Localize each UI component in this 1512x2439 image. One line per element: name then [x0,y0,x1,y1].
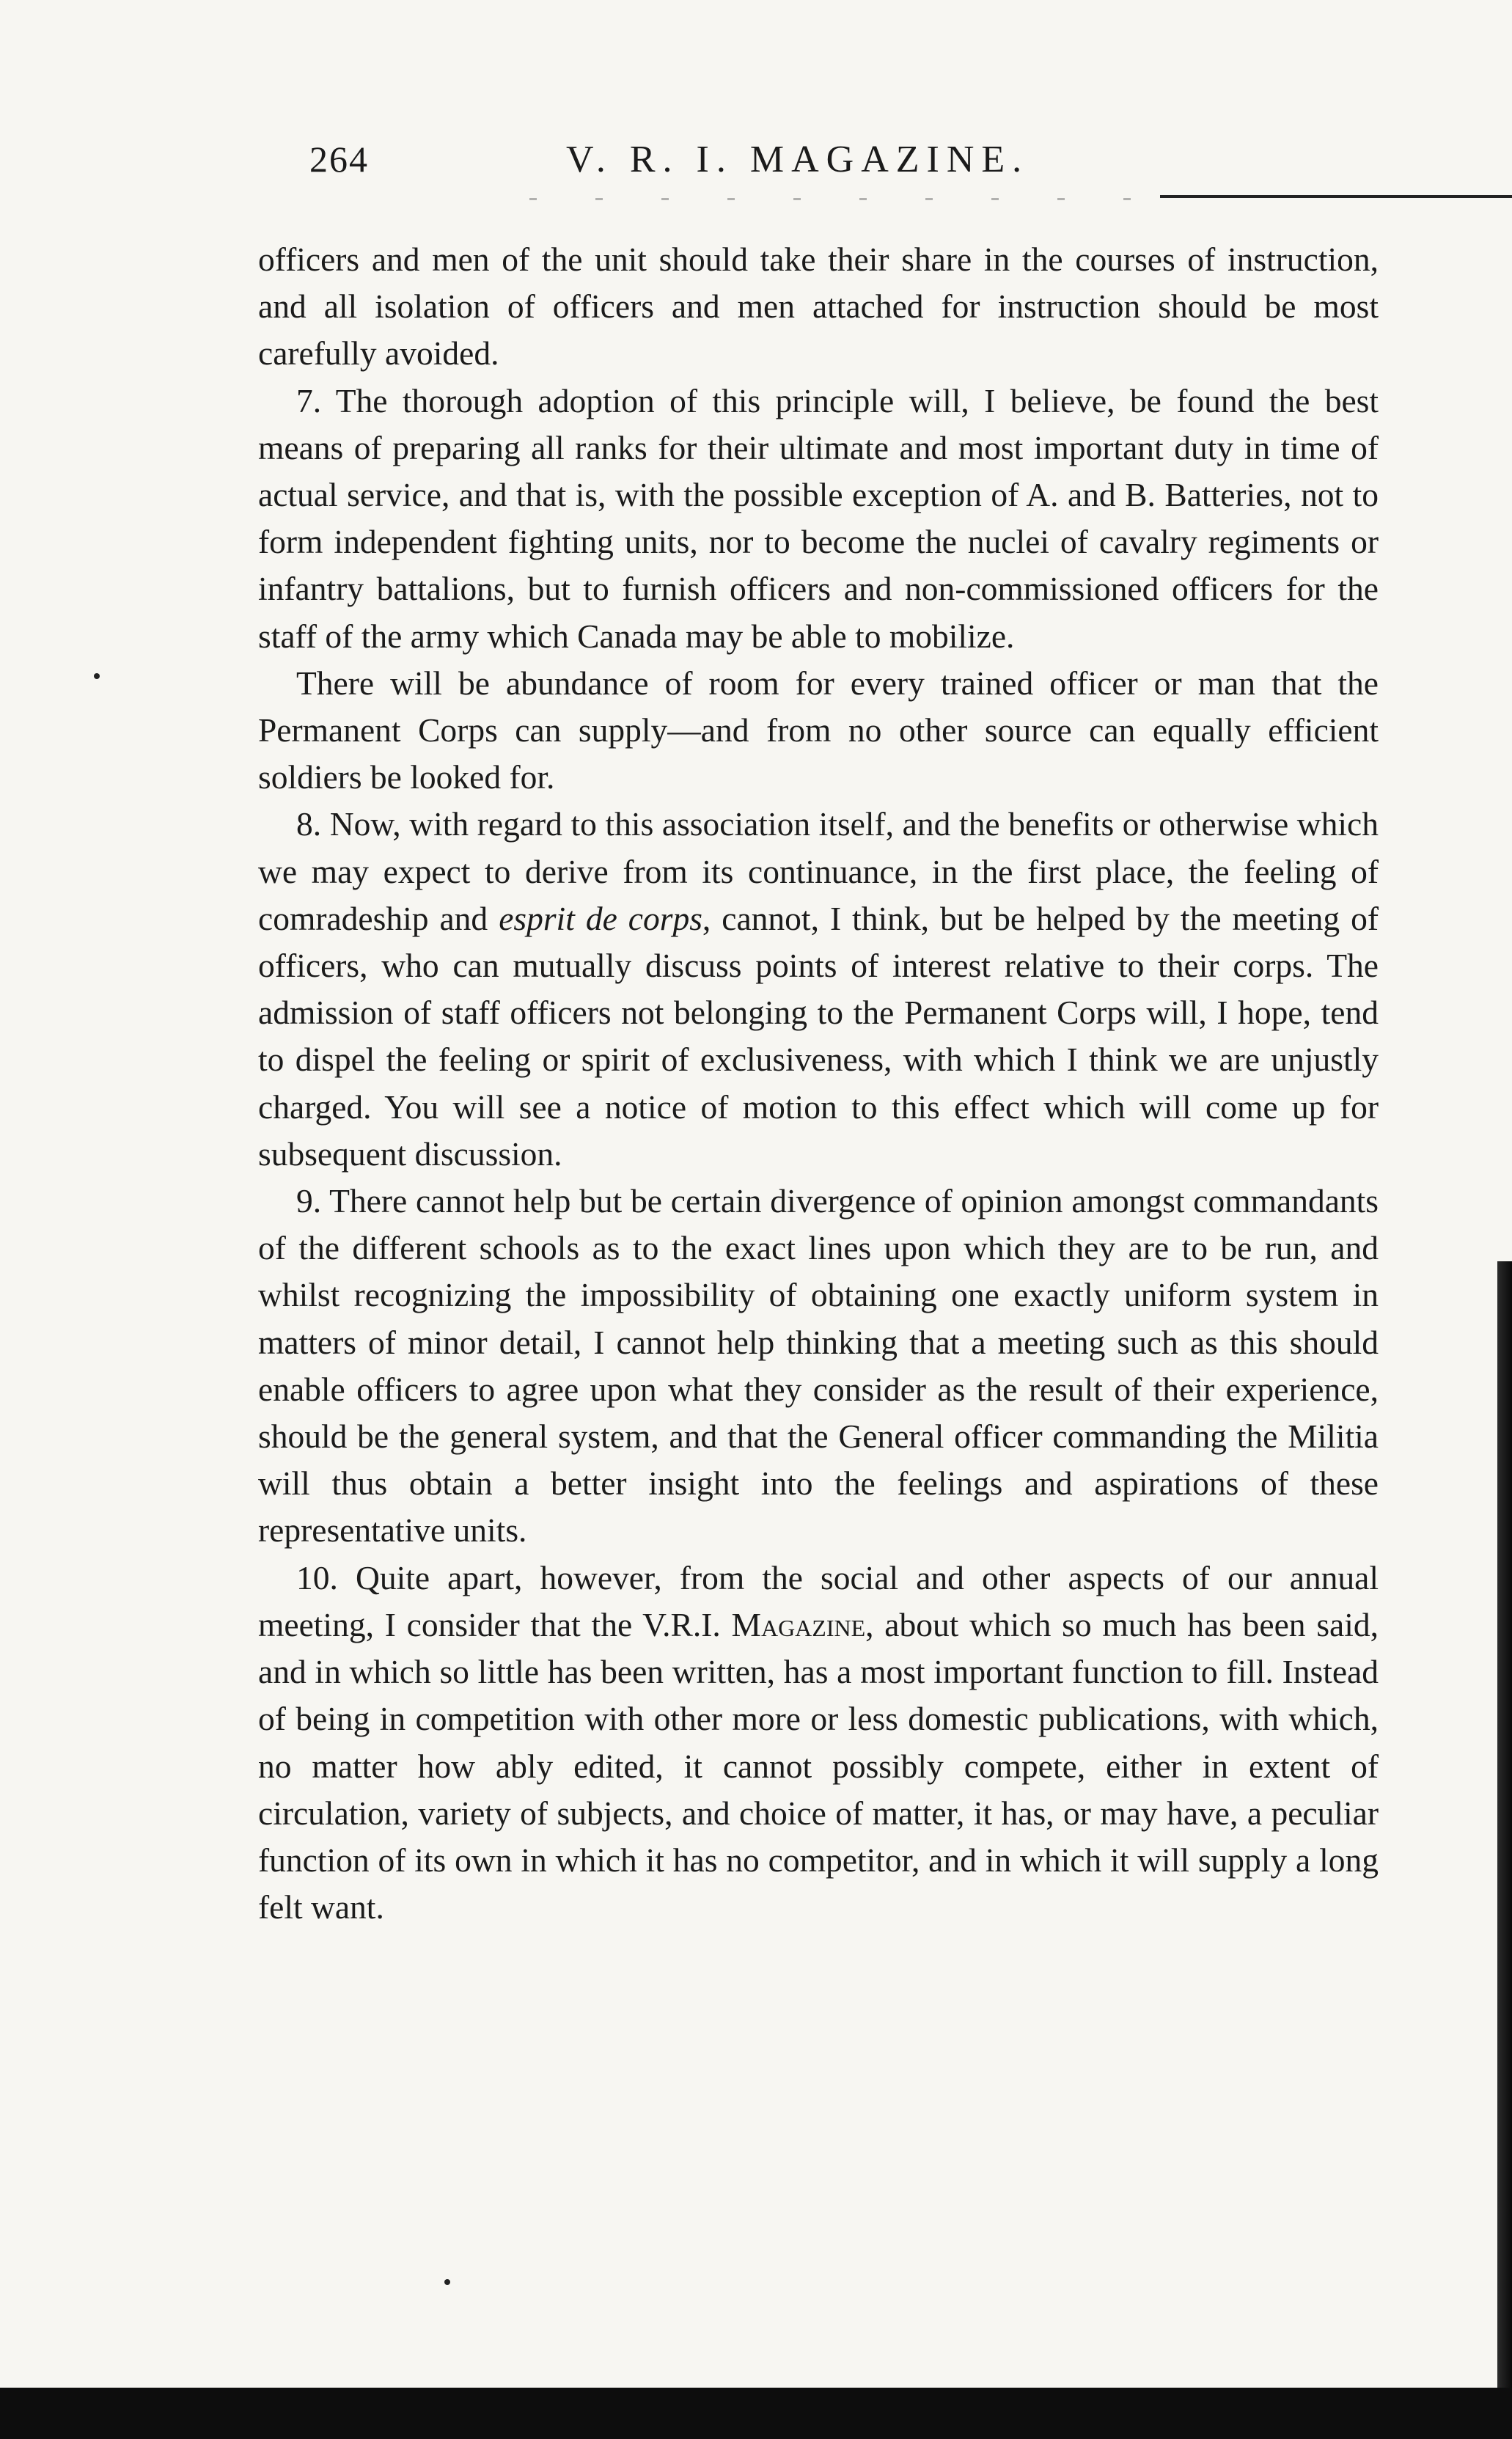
body-text [258,236,1379,1931]
esprit-de-corps-italic: esprit de corps [499,899,702,937]
page-header [258,131,1387,197]
paragraph-continuation: officers and men of the unit should take their share in the courses of instruction, and all isolation of officers and men attached for instruction should be most carefully avoided. [258,241,1379,373]
paragraph-9: 9. There cannot help but be certain divergence of opinion amongst commandants of the different schools as to the exact lines upon which they are to be run, and whilst recognizing the impossibility of obtaining one exactly uniform system in matters of minor detail, I cannot help thinking that a meeting such as this should enable officers to agree upon what they consider as the result of their experience, should be the general system, and that the General officer commanding the Militia will thus obtain a better insight into the feelings and aspirations of these representative units. [258,1182,1379,1549]
paragraph-10-part-b: , about which so much has been said, and in which so little has been written, has a most important function to fill. Instead of being in competition with other more or less domestic publications, with which, no matter how ably edited, it cannot possibly compete, either in extent of circulation, variety of subjects, and choice of matter, it has, or may have, a peculiar function of its own in which it has no competitor, and in which it will supply a long felt want. [258,1605,1379,1926]
paragraph-8-part-b: , cannot, I think, but be helped by the meeting of officers, who can mutually discuss points of interest relative to their corps. The admission of staff officers not belonging to the Permanent Corps will, I hope, tend to dispel the feeling or spirit of exclusiveness, with which I think we are unjustly charged. You will see a notice of motion to this effect which will come up for subsequent discussion. [258,899,1379,1173]
running-head: V. R. I. MAGAZINE. [566,139,1030,180]
paragraph-10-part-a: 10. Quite apart, however, from the social and other aspects of our annual meeting, I consider that the V.R.I. [258,1558,1379,1643]
page-number: 264 [309,139,369,180]
header-dotted-rule [529,198,1131,200]
paragraph-trained-officers: There will be abundance of room for every trained officer or man that the Permanent Corps can supply—and from no other source can equally efficient soldiers be looked for. [258,664,1379,796]
magazine-smallcaps: Magazine [731,1605,866,1643]
scan-edge-right [1497,1261,1512,2439]
paragraph-7: 7. The thorough adoption of this principle will, I believe, be found the best means of preparing all ranks for their ultimate and most important duty in time of actual service, and that is, with the possible exception of A. and B. Batteries, not to form independent fighting units, nor to become the nuclei of cavalry regiments or infantry battalions, but to furnish officers and non-commissioned officers for the staff of the army which Canada may be able to mobilize. [258,381,1379,655]
scan-edge-bottom [0,2388,1512,2439]
header-rule [1160,195,1512,198]
bottom-dot [444,2279,450,2285]
paragraph-8-part-a: 8. Now, with regard to this association itself, and the benefits or otherwise which we may expect to derive from its continuance, in the first place, the feeling of comradeship and [258,805,1379,937]
paragraph-8 [258,801,1379,1178]
margin-dot [94,673,100,679]
paragraph-10 [258,1555,1379,1932]
